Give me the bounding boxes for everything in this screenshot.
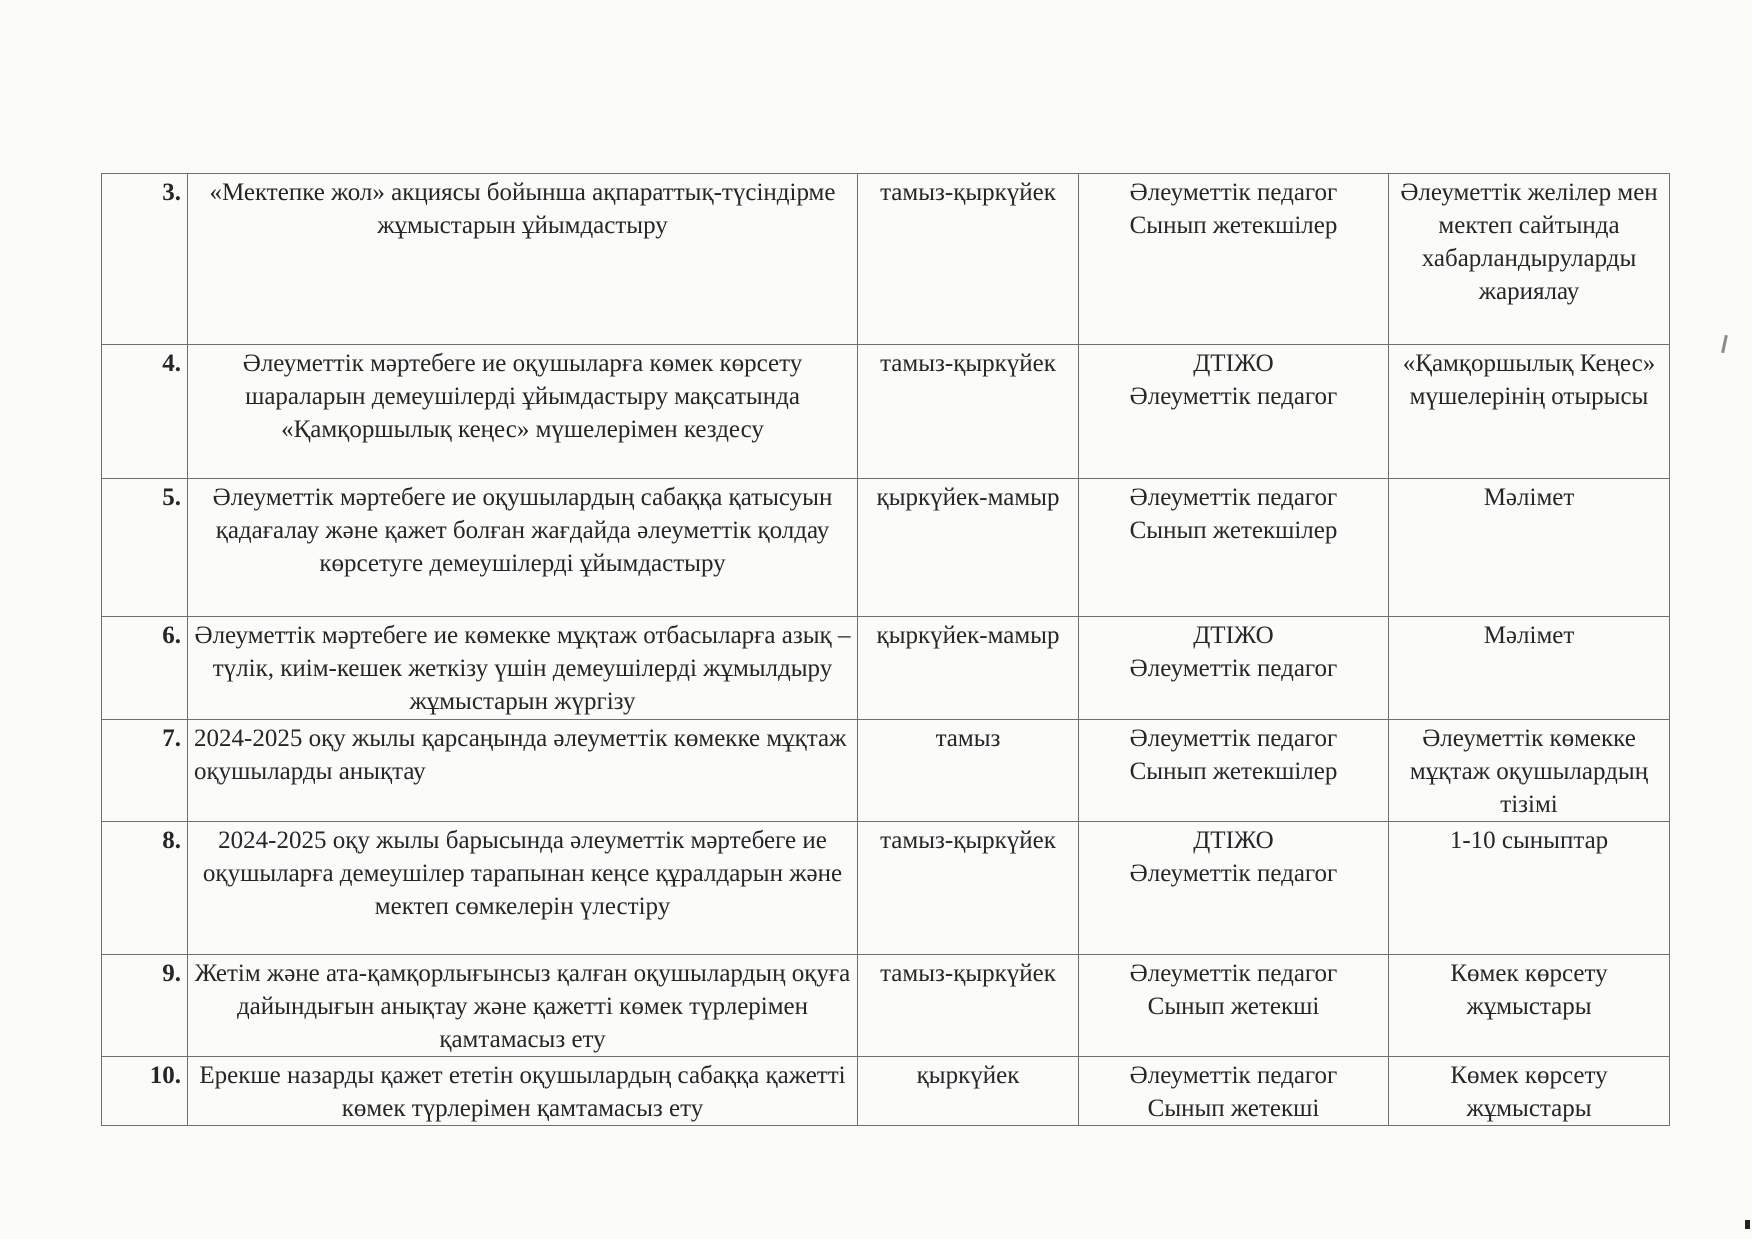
- responsible-text: Әлеуметтік педагог Сынып жетекші: [1129, 1062, 1338, 1122]
- table-row: [102, 955, 1670, 1057]
- term-cell: қыркүйек-мамыр: [858, 479, 1079, 617]
- term-cell: тамыз-қыркүйек: [858, 955, 1079, 1057]
- result-cell: Мәлімет: [1389, 617, 1670, 720]
- activity-cell: Ерекше назарды қажет ететін оқушылардың сабаққа қажетті көмек түрлерімен қамтамасыз ету: [188, 1057, 858, 1126]
- responsible-cell: [1079, 822, 1389, 955]
- table-row: [102, 822, 1670, 955]
- table-row: [102, 617, 1670, 720]
- row-number: 4.: [102, 345, 188, 479]
- result-cell: Әлеуметтік желілер мен мектеп сайтында хабарландыруларды жариялау: [1389, 174, 1670, 345]
- responsible-text: ДТІЖО Әлеуметтік педагог: [1129, 827, 1338, 887]
- row-number: 9.: [102, 955, 188, 1057]
- row-number: 8.: [102, 822, 188, 955]
- term-cell: тамыз: [858, 720, 1079, 822]
- result-cell: 1-10 сыныптар: [1389, 822, 1670, 955]
- table-row: [102, 479, 1670, 617]
- activity-cell: Жетім және ата-қамқорлығынсыз қалған оқушылардың оқуға дайындығын анықтау және қажетті көмек түрлерімен қамтамасыз ету: [188, 955, 858, 1057]
- responsible-cell: [1079, 955, 1389, 1057]
- result-cell: Әлеуметтік көмекке мұқтаж оқушылардың тізімі: [1389, 720, 1670, 822]
- responsible-text: ДТІЖО Әлеуметтік педагог: [1129, 622, 1338, 682]
- activity-cell: 2024-2025 оқу жылы барысында әлеуметтік мәртебеге ие оқушыларға демеушілер тарапынан кеңсе құралдарын және мектеп сөмкелерін үлестіру: [188, 822, 858, 955]
- responsible-cell: [1079, 1057, 1389, 1126]
- table-row: [102, 720, 1670, 822]
- responsible-text: ДТІЖО Әлеуметтік педагог: [1129, 350, 1338, 410]
- responsible-cell: [1079, 174, 1389, 345]
- row-number: 3.: [102, 174, 188, 345]
- activity-cell: Әлеуметтік мәртебеге ие оқушылардың сабаққа қатысуын қадағалау және қажет болған жағдайда әлеуметтік қолдау көрсетуге демеушілерді ұйымдастыру: [188, 479, 858, 617]
- scan-mark: [1721, 335, 1728, 353]
- activity-cell: Әлеуметтік мәртебеге ие оқушыларға көмек көрсету шараларын демеушілерді ұйымдастыру мақсатында «Қамқоршылық кеңес» мүшелерімен кездесу: [188, 345, 858, 479]
- row-number: 5.: [102, 479, 188, 617]
- responsible-cell: [1079, 345, 1389, 479]
- plan-table: [101, 173, 1670, 1126]
- responsible-text: Әлеуметтік педагог Сынып жетекшілер: [1129, 725, 1338, 785]
- result-cell: Мәлімет: [1389, 479, 1670, 617]
- row-number: 7.: [102, 720, 188, 822]
- responsible-cell: [1079, 617, 1389, 720]
- term-cell: тамыз-қыркүйек: [858, 174, 1079, 345]
- term-cell: тамыз-қыркүйек: [858, 822, 1079, 955]
- result-cell: «Қамқоршылық Кеңес» мүшелерінің отырысы: [1389, 345, 1670, 479]
- row-number: 6.: [102, 617, 188, 720]
- responsible-text: Әлеуметтік педагог Сынып жетекшілер: [1129, 179, 1338, 239]
- result-cell: Көмек көрсету жұмыстары: [1389, 955, 1670, 1057]
- term-cell: тамыз-қыркүйек: [858, 345, 1079, 479]
- row-number: 10.: [102, 1057, 188, 1126]
- responsible-text: Әлеуметтік педагог Сынып жетекші: [1129, 960, 1338, 1020]
- term-cell: қыркүйек-мамыр: [858, 617, 1079, 720]
- table-row: [102, 1057, 1670, 1126]
- table-row: [102, 345, 1670, 479]
- term-cell: қыркүйек: [858, 1057, 1079, 1126]
- activity-cell: Әлеуметтік мәртебеге ие көмекке мұқтаж отбасыларға азық – түлік, киім-кешек жеткізу үшін демеушілерді жұмылдыру жұмыстарын жүргізу: [188, 617, 858, 720]
- responsible-cell: [1079, 720, 1389, 822]
- result-cell: Көмек көрсету жұмыстары: [1389, 1057, 1670, 1126]
- responsible-text: Әлеуметтік педагог Сынып жетекшілер: [1129, 484, 1338, 544]
- activity-cell: 2024-2025 оқу жылы қарсаңында әлеуметтік көмекке мұқтаж оқушыларды анықтау: [188, 720, 858, 822]
- scan-corner-mark: [1745, 1220, 1750, 1229]
- responsible-cell: [1079, 479, 1389, 617]
- table-row: [102, 174, 1670, 345]
- activity-cell: «Мектепке жол» акциясы бойынша ақпараттық-түсіндірме жұмыстарын ұйымдастыру: [188, 174, 858, 345]
